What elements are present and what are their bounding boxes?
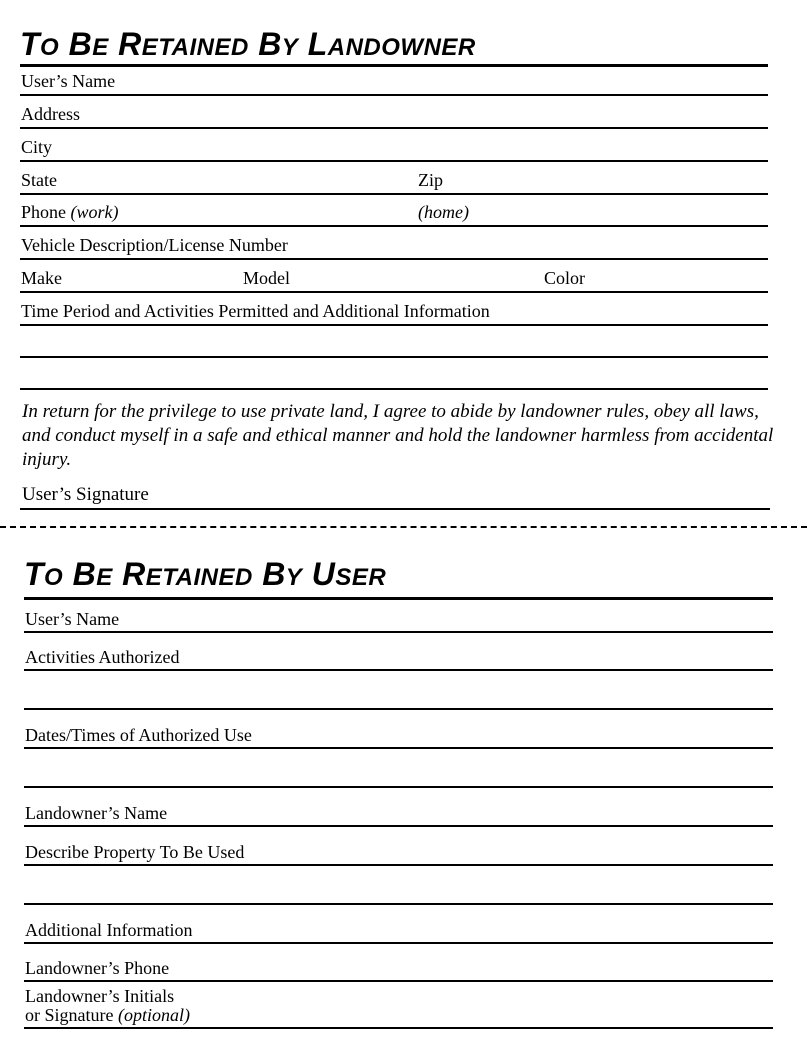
user-title-rule — [24, 597, 773, 600]
address-line[interactable] — [20, 127, 768, 129]
phone-work-label: (work) — [70, 202, 119, 222]
address-label: Address — [21, 104, 80, 124]
or-signature-label: or Signature (optional) — [25, 1005, 190, 1025]
state-label: State — [21, 170, 57, 190]
activities-line-2[interactable] — [24, 708, 773, 710]
phone-line[interactable] — [20, 225, 768, 227]
dates-times-line-1[interactable] — [24, 747, 773, 749]
user-users-name-label: User’s Name — [25, 609, 120, 629]
landowners-phone-label: Landowner’s Phone — [25, 958, 170, 978]
state-zip-line[interactable] — [20, 193, 768, 195]
time-period-line-3[interactable] — [20, 388, 768, 390]
activities-authorized-label: Activities Authorized — [25, 647, 180, 667]
city-line[interactable] — [20, 160, 768, 162]
activities-line-1[interactable] — [24, 669, 773, 671]
users-name-label: User’s Name — [21, 71, 116, 91]
user-pledge-text: In return for the privilege to use private land, I agree to abide by landowner rules, obey all laws, and conduct myself in a safe and ethical manner and hold the landowner harmless from accidental injury. — [22, 401, 774, 470]
describe-property-line-2[interactable] — [24, 903, 773, 905]
phone-label: Phone (work) — [21, 202, 119, 222]
users-name-line[interactable] — [20, 94, 768, 96]
describe-property-line-1[interactable] — [24, 864, 773, 866]
tear-off-dashed-line — [0, 526, 807, 528]
city-label: City — [21, 137, 53, 157]
color-label: Color — [544, 268, 586, 288]
user-section-title: TO BE RETAINED BY USER — [24, 556, 387, 592]
time-period-label: Time Period and Activities Permitted and Additional Information — [21, 301, 490, 321]
vehicle-label: Vehicle Description/License Number — [21, 235, 288, 255]
vehicle-line[interactable] — [20, 258, 768, 260]
landowners-phone-line[interactable] — [24, 980, 773, 982]
additional-information-line[interactable] — [24, 942, 773, 944]
make-label: Make — [21, 268, 62, 288]
landowners-initials-line[interactable] — [24, 1027, 773, 1029]
additional-information-label: Additional Information — [25, 920, 193, 940]
phone-home-label: (home) — [418, 202, 469, 222]
describe-property-label: Describe Property To Be Used — [25, 842, 245, 862]
dates-times-label: Dates/Times of Authorized Use — [25, 725, 252, 745]
title-rule — [20, 64, 768, 67]
user-users-name-line[interactable] — [24, 631, 773, 633]
model-label: Model — [243, 268, 290, 288]
landowner-section-title: TO BE RETAINED BY LANDOWNER — [20, 26, 476, 62]
make-model-color-line[interactable] — [20, 291, 768, 293]
signature-line[interactable] — [20, 508, 770, 510]
landowners-name-line[interactable] — [24, 825, 773, 827]
landowners-name-label: Landowner’s Name — [25, 803, 168, 823]
zip-label: Zip — [418, 170, 443, 190]
optional-label: (optional) — [117, 1005, 190, 1025]
landowners-initials-label: Landowner’s Initials — [25, 986, 175, 1006]
time-period-line-2[interactable] — [20, 356, 768, 358]
users-signature-label: User’s Signature — [22, 484, 149, 505]
dates-times-line-2[interactable] — [24, 786, 773, 788]
time-period-line-1[interactable] — [20, 324, 768, 326]
